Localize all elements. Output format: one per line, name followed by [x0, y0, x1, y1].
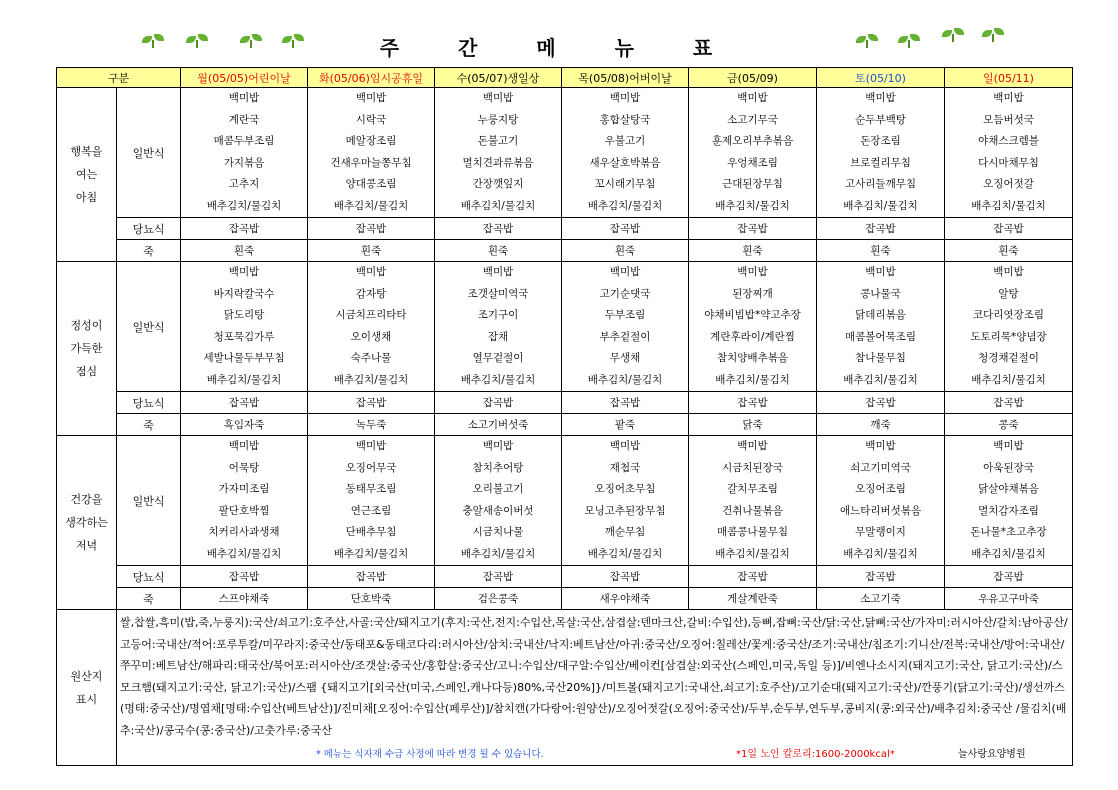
- menu-item: 연근조림: [350, 504, 392, 517]
- menu-item: 배추김치/물김치: [206, 199, 282, 212]
- header-day: 금(05/09): [689, 68, 817, 88]
- menu-item: 애느타리버섯볶음: [839, 504, 922, 517]
- menu-item: 백미밥: [737, 92, 768, 104]
- day-menu-cell: [817, 88, 945, 218]
- porridge-diet-label: 죽: [117, 240, 181, 262]
- dinner-general-row: [57, 436, 1073, 566]
- porridge-diet-label: 죽: [117, 588, 181, 610]
- header-category: 구분: [57, 68, 181, 88]
- menu-item: 닭도리탕: [223, 309, 265, 321]
- porridge-diet-label: 죽: [117, 414, 181, 436]
- lunch-meal-label: [57, 262, 117, 436]
- general-diet-label: 일반식: [117, 262, 181, 392]
- menu-item: 배추김치/물김치: [460, 373, 536, 386]
- menu-item: 조기구이: [477, 309, 519, 321]
- diabetic-diet-item: 잡곡밥: [435, 392, 562, 414]
- day-menu-cell: [435, 88, 562, 218]
- menu-item: 참치양배추볶음: [717, 352, 789, 364]
- menu-item: 갈치무조림: [727, 483, 778, 495]
- diabetic-diet-item: 잡곡밥: [817, 218, 945, 240]
- menu-item: 배추김치/물김치: [333, 547, 409, 560]
- diabetic-diet-item: 잡곡밥: [689, 566, 817, 588]
- menu-item: 백미밥: [228, 92, 260, 104]
- menu-item: 누룽지탕: [477, 113, 519, 126]
- menu-item: 잡채: [487, 330, 509, 343]
- menu-item: 무생채: [609, 352, 641, 364]
- menu-item: 쇠고기미역국: [850, 461, 911, 474]
- menu-item: 브로컬리무침: [850, 156, 911, 169]
- menu-item: 백미밥: [482, 440, 514, 452]
- porridge-diet-item: 깨죽: [817, 414, 945, 436]
- menu-item: 건취나물볶음: [722, 504, 783, 517]
- diabetic-diet-item: 잡곡밥: [817, 566, 945, 588]
- menu-item: 우엉채조림: [727, 156, 778, 169]
- diabetic-diet-label: 당뇨식: [117, 218, 181, 240]
- porridge-diet-item: 흑임자죽: [181, 414, 308, 436]
- menu-item: 배추김치/물김치: [715, 373, 790, 386]
- menu-item: 고기순댓국: [599, 287, 651, 300]
- menu-item: 새우살호박볶음: [589, 156, 661, 169]
- porridge-diet-item: 흰죽: [435, 240, 562, 262]
- menu-item: 두부조림: [604, 309, 646, 321]
- porridge-diet-item: 소고기버섯죽: [435, 414, 562, 436]
- menu-item: 백미밥: [993, 266, 1024, 278]
- lunch-porridge-diet-row: [57, 414, 1073, 436]
- porridge-diet-item: 닭죽: [689, 414, 817, 436]
- hospital-name: 늘사랑요양병원: [958, 748, 1026, 760]
- day-menu-cell: [689, 88, 817, 218]
- lunch-general-row: [57, 262, 1073, 392]
- dinner-meal-label: [57, 436, 117, 610]
- porridge-diet-item: 스프야채죽: [181, 588, 308, 610]
- menu-item: 오리불고기: [472, 483, 524, 495]
- menu-item: 세발나물두부무침: [203, 352, 285, 364]
- meal-label-line: 정성이: [70, 319, 103, 332]
- menu-item: 된장찌개: [732, 287, 773, 300]
- menu-item: 재첩국: [609, 461, 641, 474]
- menu-item: 백미밥: [865, 92, 896, 104]
- menu-item: 간장깻잎지: [472, 178, 524, 190]
- porridge-diet-item: 소고기죽: [817, 588, 945, 610]
- menu-item: 시금치나물: [472, 526, 524, 538]
- diabetic-diet-item: 잡곡밥: [435, 566, 562, 588]
- diabetic-diet-item: 잡곡밥: [689, 392, 817, 414]
- meal-label-line: 저녁: [75, 539, 98, 552]
- origin-label-line: 표시: [75, 692, 98, 706]
- origin-label-line: 원산지: [70, 669, 103, 683]
- menu-item: 어묵탕: [228, 461, 260, 474]
- menu-item: 백미밥: [355, 440, 387, 452]
- diabetic-diet-item: 잡곡밥: [817, 392, 945, 414]
- menu-item: 홍합살탕국: [599, 113, 651, 126]
- menu-item: 백미밥: [737, 266, 768, 278]
- menu-item: 돈장조림: [860, 135, 901, 147]
- breakfast-porridge-diet-row: [57, 240, 1073, 262]
- menu-item: 감자탕: [355, 287, 387, 300]
- menu-item: 돈불고기: [477, 135, 519, 147]
- menu-item: 부추겉절이: [599, 330, 651, 343]
- menu-item: 배추김치/물김치: [843, 547, 918, 560]
- porridge-diet-item: 게살계란죽: [689, 588, 817, 610]
- menu-item: 코다리엿장조림: [973, 309, 1045, 321]
- porridge-diet-item: 흰죽: [181, 240, 308, 262]
- menu-item: 배추김치/물김치: [587, 373, 663, 386]
- porridge-diet-item: 흰죽: [945, 240, 1073, 262]
- menu-item: 닭살야채볶음: [978, 483, 1039, 495]
- porridge-diet-item: 흰죽: [817, 240, 945, 262]
- menu-item: 배추김치/물김치: [715, 547, 790, 560]
- menu-item: 청경채겉절이: [978, 352, 1039, 364]
- day-menu-cell: [945, 436, 1073, 566]
- menu-item: 바지락칼국수: [213, 287, 275, 300]
- menu-item: 우불고기: [604, 135, 646, 147]
- header-day: 목(05/08)어버이날: [562, 68, 689, 88]
- porridge-diet-item: 흰죽: [562, 240, 689, 262]
- menu-item: 야채스크렘블: [978, 135, 1039, 147]
- menu-item: 오징어젓갈: [983, 178, 1034, 190]
- menu-item: 배추김치/물김치: [971, 199, 1046, 212]
- porridge-diet-item: 흰죽: [689, 240, 817, 262]
- meal-label-line: 건강을: [70, 493, 103, 506]
- porridge-diet-item: 새우야채죽: [562, 588, 689, 610]
- weekly-menu-table: [56, 67, 1073, 766]
- dinner-diabetic-diet-row: [57, 566, 1073, 588]
- diabetic-diet-item: 잡곡밥: [562, 218, 689, 240]
- diabetic-diet-item: 잡곡밥: [562, 566, 689, 588]
- menu-item: 백미밥: [865, 440, 896, 452]
- menu-item: 배추김치/물김치: [587, 199, 663, 212]
- menu-item: 배추김치/물김치: [333, 199, 409, 212]
- meal-label-line: 아침: [75, 191, 98, 204]
- day-menu-cell: [435, 436, 562, 566]
- header-day: 토(05/10): [817, 68, 945, 88]
- menu-item: 깨순무침: [604, 526, 646, 538]
- day-menu-cell: [689, 436, 817, 566]
- menu-item: 건새우마늘쫑무침: [330, 156, 412, 169]
- menu-item: 백미밥: [228, 266, 260, 278]
- diabetic-diet-item: 잡곡밥: [181, 218, 308, 240]
- menu-item: 배추김치/물김치: [971, 373, 1046, 386]
- diabetic-diet-item: 잡곡밥: [308, 392, 435, 414]
- porridge-diet-item: 단호박죽: [308, 588, 435, 610]
- menu-item: 소고기무국: [727, 113, 778, 126]
- menu-item: 고사리들깨무침: [845, 178, 917, 190]
- porridge-diet-item: 콩죽: [945, 414, 1073, 436]
- day-menu-cell: [817, 262, 945, 392]
- sprout-decoration-right: [856, 34, 1036, 60]
- menu-item: 동태무조림: [345, 483, 397, 495]
- day-menu-cell: [562, 88, 689, 218]
- diabetic-diet-label: 당뇨식: [117, 392, 181, 414]
- meal-label-line: 여는: [75, 168, 98, 181]
- menu-item: 참나물무침: [855, 352, 906, 364]
- menu-item: 백미밥: [993, 440, 1024, 452]
- menu-item: 멸치견과류볶음: [462, 156, 534, 169]
- menu-item: 배추김치/물김치: [715, 199, 790, 212]
- porridge-diet-item: 녹두죽: [308, 414, 435, 436]
- day-menu-cell: [308, 436, 435, 566]
- day-menu-cell: [562, 262, 689, 392]
- porridge-diet-item: 팥죽: [562, 414, 689, 436]
- menu-item: 배추김치/물김치: [460, 547, 536, 560]
- general-diet-label: 일반식: [117, 88, 181, 218]
- calorie-note: *1일 노인 칼로리:1600-2000kcal*: [736, 748, 895, 760]
- day-menu-cell: [945, 88, 1073, 218]
- menu-item: 훈제오리부추볶음: [711, 135, 794, 147]
- menu-item: 계란국: [228, 113, 260, 126]
- menu-item: 조갯살미역국: [467, 287, 529, 300]
- diabetic-diet-item: 잡곡밥: [562, 392, 689, 414]
- menu-item: 단배추무침: [345, 526, 397, 538]
- menu-item: 백미밥: [993, 92, 1024, 104]
- menu-item: 무말랭이지: [855, 526, 906, 538]
- menu-item: 콩나물국: [860, 287, 901, 300]
- day-menu-cell: [181, 436, 308, 566]
- menu-change-note: * 메뉴는 식자재 수급 사정에 따라 변경 될 수 있습니다.: [316, 748, 544, 760]
- day-menu-cell: [689, 262, 817, 392]
- menu-item: 참치추어탕: [472, 461, 524, 474]
- menu-item: 매콤콩나물무침: [717, 526, 789, 538]
- breakfast-meal-label: [57, 88, 117, 262]
- diabetic-diet-item: 잡곡밥: [181, 566, 308, 588]
- footer-notes: [120, 744, 1069, 766]
- menu-item: 아욱된장국: [983, 461, 1034, 474]
- menu-item: 배추김치/물김치: [971, 547, 1046, 560]
- porridge-diet-item: 검은콩죽: [435, 588, 562, 610]
- menu-item: 오징어무국: [345, 461, 397, 474]
- diabetic-diet-item: 잡곡밥: [945, 218, 1073, 240]
- menu-item: 백미밥: [355, 266, 387, 278]
- day-menu-cell: [435, 262, 562, 392]
- menu-item: 백미밥: [482, 92, 514, 104]
- menu-item: 배추김치/물김치: [206, 547, 282, 560]
- day-menu-cell: [308, 88, 435, 218]
- diabetic-diet-item: 잡곡밥: [308, 218, 435, 240]
- menu-item: 백미밥: [609, 440, 641, 452]
- day-menu-cell: [308, 262, 435, 392]
- menu-item: 시금치된장국: [722, 461, 783, 474]
- menu-item: 야채비빔밥*약고추장: [704, 309, 801, 321]
- menu-item: 모닝고추된장무침: [584, 504, 666, 517]
- menu-item: 가지볶음: [223, 156, 265, 169]
- header-row: [57, 68, 1073, 88]
- menu-item: 꼬시래기무침: [594, 178, 656, 190]
- meal-label-line: 행복을: [70, 145, 103, 158]
- menu-item: 백미밥: [609, 92, 641, 104]
- menu-item: 백미밥: [355, 92, 387, 104]
- menu-item: 숙주나물: [350, 352, 392, 364]
- diabetic-diet-item: 잡곡밥: [308, 566, 435, 588]
- menu-item: 배추김치/물김치: [460, 199, 536, 212]
- diabetic-diet-item: 잡곡밥: [689, 218, 817, 240]
- diabetic-diet-item: 잡곡밥: [945, 392, 1073, 414]
- origin-row: [57, 610, 1073, 766]
- menu-item: 알탕: [998, 287, 1019, 300]
- diabetic-diet-label: 당뇨식: [117, 566, 181, 588]
- menu-item: 양대콩조림: [345, 178, 397, 190]
- header-day: 일(05/11): [945, 68, 1073, 88]
- general-diet-label: 일반식: [117, 436, 181, 566]
- day-menu-cell: [817, 436, 945, 566]
- menu-item: 도토리묵*양념장: [970, 330, 1047, 343]
- menu-item: 계란후라이/계란찜: [710, 330, 795, 343]
- day-menu-cell: [181, 262, 308, 392]
- menu-item: 고추지: [228, 178, 260, 190]
- menu-item: 백미밥: [865, 266, 896, 278]
- menu-item: 오이생채: [350, 330, 392, 343]
- header-day: 월(05/05)어린이날: [181, 68, 308, 88]
- title-bar: [0, 22, 1118, 66]
- menu-item: 배추김치/물김치: [587, 547, 663, 560]
- lunch-diabetic-diet-row: [57, 392, 1073, 414]
- diabetic-diet-item: 잡곡밥: [435, 218, 562, 240]
- menu-item: 배추김치/물김치: [333, 373, 409, 386]
- diabetic-diet-item: 잡곡밥: [181, 392, 308, 414]
- menu-item: 오징어초무침: [594, 483, 656, 495]
- menu-item: 열무겉절이: [472, 352, 524, 364]
- menu-item: 배추김치/물김치: [843, 199, 918, 212]
- menu-item: 충알새송이버섯: [462, 504, 534, 517]
- porridge-diet-item: 흰죽: [308, 240, 435, 262]
- menu-item: 시금치프리타타: [335, 309, 407, 321]
- menu-item: 백미밥: [609, 266, 641, 278]
- menu-item: 근대된장무침: [722, 178, 783, 190]
- menu-item: 돈나물*초고추장: [970, 526, 1047, 538]
- day-menu-cell: [181, 88, 308, 218]
- menu-item: 가자미조림: [218, 483, 270, 495]
- origin-text: 쌀,찹쌀,흑미(밥,죽,누룽지):국산/쇠고기:호주산,사골:국산/돼지고기(후지:국산,전지:수입산,목살:국산,삼겹살:덴마크산,갈비:수입산),등뼈,잡뼈:국산/닭:국산,닭뼈:국산/가자미:러시아산/갈치:남아공산/고등어:국내산/적어:포루투칼/미꾸라지:중국산/동태포&동태코다리:러시아산/삼치:국내산/낙지:베트남산/아귀:중국산/오징어:칠레산/꽃게:중국산/조기:국내산/침조기:기니산/전복:국내산/방어:국내산/쭈꾸미:베트남산/해파리:태국산/북어포:러시아산/조갯살:중국산/홍합살:중국산/고니:수입산/대구알:수입산/베이컨[삼겹살:외국산(스페인,미국,독일 등)]/비엔나소시지(돼지고기:국산, 닭고기:국산)/스모크햄(돼지고기:국산, 닭고기:국산)/스팸 {돼지고기[외국산(미국,스페인,캐나다등)80%,국산20%]}/미트볼(돼지고기:국내산,쇠고기:호주산)/고기순대(돼지고기:국산)/깐풍기(닭고기:국산)/생선까스(명태:중국산)/명엽채[명태:수입산(베트남산)]/진미채[오징어:수입산(페루산)]/참치캔(가다랑어:원양산)/오징어젓갈(오징어:중국산)/두부,순두부,연두부,콩비지(콩:외국산)/배추김치:중국산 /물김치(배추:국산)/콩국수(콩:중국산)/고춧가루:중국산: [120, 616, 1068, 737]
- menu-item: 백미밥: [228, 440, 260, 452]
- menu-item: 배추김치/물김치: [206, 373, 282, 386]
- origin-cell: [117, 610, 1073, 766]
- menu-item: 닭데리볶음: [855, 309, 906, 321]
- menu-item: 배추김치/물김치: [843, 373, 918, 386]
- menu-item: 팔단호박찜: [218, 504, 270, 517]
- menu-item: 다시마채무침: [978, 156, 1039, 169]
- dinner-porridge-diet-row: [57, 588, 1073, 610]
- day-menu-cell: [945, 262, 1073, 392]
- menu-item: 메알장조림: [345, 135, 397, 147]
- origin-label: [57, 610, 117, 766]
- menu-item: 순두부백탕: [855, 113, 906, 126]
- menu-item: 오징어조림: [855, 483, 906, 495]
- header-day: 수(05/07)생일상: [435, 68, 562, 88]
- menu-item: 매콤두부조림: [213, 135, 275, 147]
- meal-label-line: 생각하는: [65, 516, 108, 529]
- day-menu-cell: [562, 436, 689, 566]
- menu-item: 모듬버섯국: [983, 113, 1034, 126]
- menu-item: 백미밥: [482, 266, 514, 278]
- menu-item: 멸치감자조림: [978, 504, 1039, 517]
- page-title: 주 간 메 뉴 표: [379, 36, 739, 60]
- menu-item: 백미밥: [737, 440, 768, 452]
- menu-item: 치커리사과생채: [208, 526, 280, 538]
- diabetic-diet-item: 잡곡밥: [945, 566, 1073, 588]
- breakfast-diabetic-diet-row: [57, 218, 1073, 240]
- menu-item: 매콤볼어묵조림: [845, 330, 917, 343]
- header-day: 화(05/06)임시공휴일: [308, 68, 435, 88]
- porridge-diet-item: 우유고구마죽: [945, 588, 1073, 610]
- breakfast-general-row: [57, 88, 1073, 218]
- menu-item: 청포묵김가루: [213, 330, 275, 343]
- meal-label-line: 점심: [75, 365, 98, 378]
- meal-label-line: 가득한: [70, 342, 103, 355]
- menu-item: 시락국: [355, 113, 387, 126]
